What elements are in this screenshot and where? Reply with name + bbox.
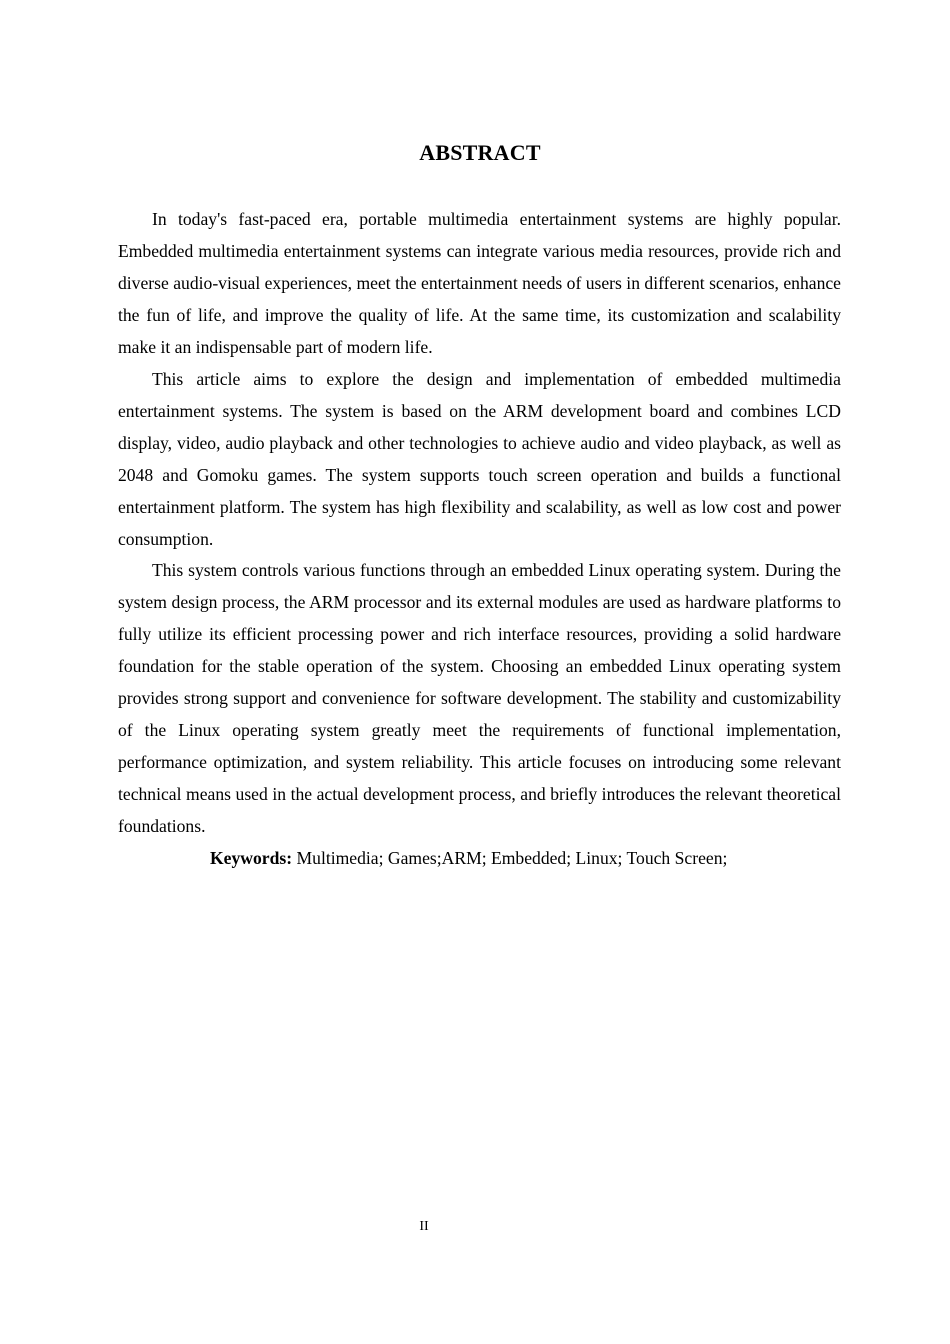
keywords-line (118, 843, 841, 875)
abstract-paragraph-3: This system controls various functions through an embedded Linux operating system. During the system design process, the ARM processor and its external modules are used as hardware platforms to fully utilize its efficient processing power and rich interface resources, providing a solid hardware foundation for the stable operation of the system. Choosing an embedded Linux operating system provides strong support and convenience for software development. The stability and customizability of the Linux operating system greatly meet the requirements of functional implementation, performance optimization, and system reliability. This article focuses on introducing some relevant technical means used in the actual development process, and briefly introduces the relevant theoretical foundations. (118, 560, 841, 837)
abstract-paragraph-1: In today's fast-paced era, portable multimedia entertainment systems are highly popular. Embedded multimedia entertainment systems can integrate various media resources, provide rich and diverse audio-visual experiences, meet the entertainment needs of users in different scenarios, enhance the fun of life, and improve the quality of life. At the same time, its customization and scalability make it an indispensable part of modern life. (118, 209, 841, 357)
keywords-value: Multimedia; Games;ARM; Embedded; Linux; Touch Screen; (296, 848, 728, 869)
keywords-label: Keywords: (210, 848, 293, 869)
abstract-title: ABSTRACT (419, 140, 541, 165)
abstract-paragraph-2: This article aims to explore the design and implementation of embedded multimedia entertainment systems. The system is based on the ARM development board and combines LCD display, video, audio playback and other technologies to achieve audio and video playback, as well as 2048 and Gomoku games. The system supports touch screen operation and builds a functional entertainment platform. The system has high flexibility and scalability, as well as low cost and power consumption. (118, 368, 841, 549)
abstract-body (118, 204, 841, 875)
page-number: II (419, 1219, 429, 1234)
